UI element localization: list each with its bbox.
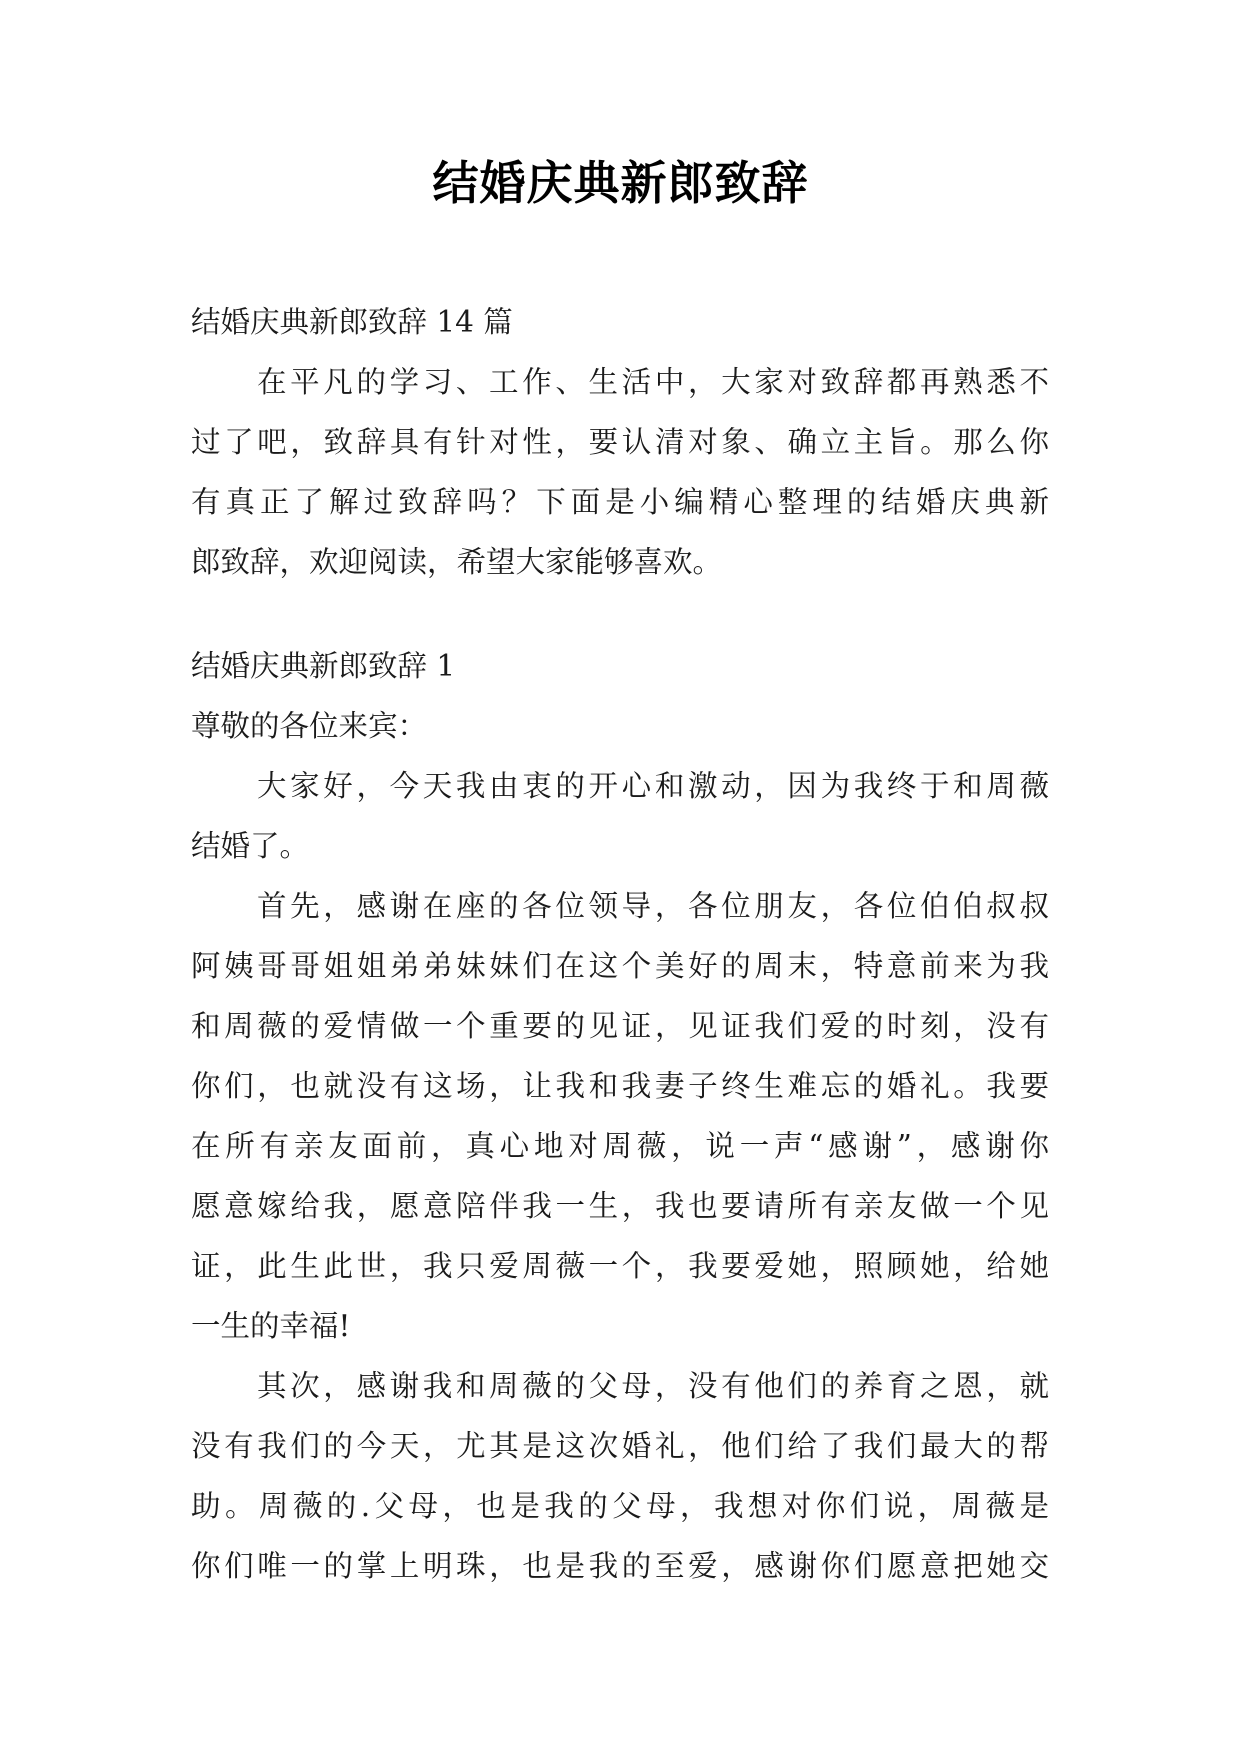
paragraph-line: 结婚了。 (191, 829, 310, 863)
document-body (191, 292, 1049, 1596)
paragraph-line: 首先，感谢在座的各位领导，各位朋友，各位伯伯叔叔 (257, 889, 1049, 923)
section-heading: 结婚庆典新郎致辞 1 (191, 649, 456, 683)
paragraph-line: 大家好，今天我由衷的开心和激动，因为我终于和周薇 (257, 769, 1049, 803)
document-title: 结婚庆典新郎致辞 (432, 156, 809, 210)
salutation: 尊敬的各位来宾： (191, 709, 428, 743)
intro-line: 有真正了解过致辞吗？下面是小编精心整理的结婚庆典新 (191, 485, 1049, 519)
paragraph-line: 一生的幸福! (191, 1309, 351, 1343)
paragraph-line: 证，此生此世，我只爱周薇一个，我要爱她，照顾她，给她 (191, 1249, 1049, 1283)
intro-line: 郎致辞，欢迎阅读，希望大家能够喜欢。 (191, 545, 723, 579)
paragraph-line: 你们，也就没有这场，让我和我妻子终生难忘的婚礼。我要 (191, 1069, 1049, 1103)
section-spacer (191, 592, 1049, 636)
intro-line: 过了吧，致辞具有针对性，要认清对象、确立主旨。那么你 (191, 425, 1049, 459)
paragraph-line: 助。周薇的.父母，也是我的父母，我想对你们说，周薇是 (191, 1489, 1049, 1523)
paragraph-line: 在所有亲友面前，真心地对周薇，说一声“感谢”，感谢你 (191, 1129, 1049, 1163)
paragraph-line: 其次，感谢我和周薇的父母，没有他们的养育之恩，就 (257, 1369, 1049, 1403)
paragraph-line: 阿姨哥哥姐姐弟弟妹妹们在这个美好的周末，特意前来为我 (191, 949, 1049, 983)
paragraph-line: 和周薇的爱情做一个重要的见证，见证我们爱的时刻，没有 (191, 1009, 1049, 1043)
paragraph-line: 你们唯一的掌上明珠，也是我的至爱，感谢你们愿意把她交 (191, 1549, 1049, 1583)
paragraph-line: 没有我们的今天，尤其是这次婚礼，他们给了我们最大的帮 (191, 1429, 1049, 1463)
intro-line: 在平凡的学习、工作、生活中，大家对致辞都再熟悉不 (257, 365, 1049, 399)
document-subtitle: 结婚庆典新郎致辞 14 篇 (191, 305, 513, 339)
paragraph-line: 愿意嫁给我，愿意陪伴我一生，我也要请所有亲友做一个见 (191, 1189, 1049, 1223)
